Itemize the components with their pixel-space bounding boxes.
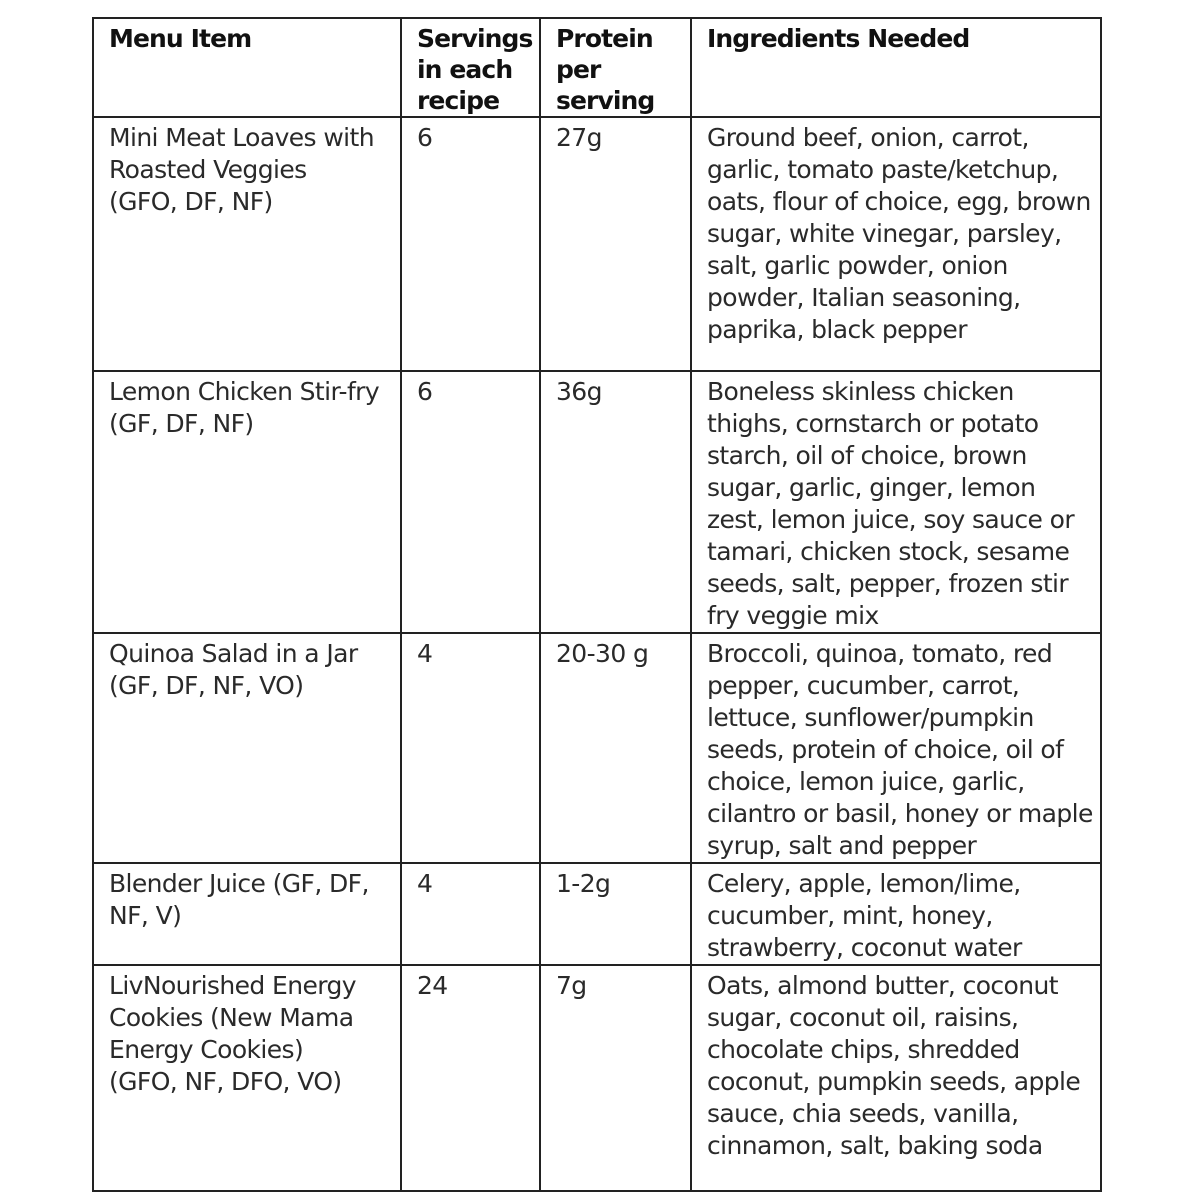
menu-item-cell: Mini Meat Loaves with Roasted Veggies (GFO, DF, NF): [93, 117, 401, 371]
table-row: [93, 371, 1101, 633]
table-row: [93, 965, 1101, 1191]
menu-item-cell: Lemon Chicken Stir-fry (GF, DF, NF): [93, 371, 401, 633]
menu-table: [92, 17, 1102, 1192]
protein-cell: 7g: [540, 965, 691, 1191]
protein-cell: 36g: [540, 371, 691, 633]
protein-cell: 1-2g: [540, 863, 691, 965]
protein-cell: 20-30 g: [540, 633, 691, 863]
table-row: [93, 117, 1101, 371]
header-servings: Servings in each recipe: [401, 18, 540, 117]
table-row: [93, 863, 1101, 965]
servings-cell: 24: [401, 965, 540, 1191]
protein-cell: 27g: [540, 117, 691, 371]
header-protein: Protein per serving: [540, 18, 691, 117]
ingredients-cell: Celery, apple, lemon/lime, cucumber, mint, honey, strawberry, coconut water: [691, 863, 1101, 965]
menu-item-cell: LivNourished Energy Cookies (New Mama Energy Cookies) (GFO, NF, DFO, VO): [93, 965, 401, 1191]
table-header: [93, 18, 1101, 117]
servings-cell: 4: [401, 863, 540, 965]
ingredients-cell: Ground beef, onion, carrot, garlic, tomato paste/ketchup, oats, flour of choice, egg, brown sugar, white vinegar, parsley, salt, garlic powder, onion powder, Italian seasoning, paprika, black pepper: [691, 117, 1101, 371]
menu-item-cell: Quinoa Salad in a Jar (GF, DF, NF, VO): [93, 633, 401, 863]
table-body: [93, 117, 1101, 1191]
ingredients-cell: Broccoli, quinoa, tomato, red pepper, cucumber, carrot, lettuce, sunflower/pumpkin seeds, protein of choice, oil of choice, lemon juice, garlic, cilantro or basil, honey or maple syrup, salt and pepper: [691, 633, 1101, 863]
servings-cell: 4: [401, 633, 540, 863]
header-menu-item: Menu Item: [93, 18, 401, 117]
header-ingredients: Ingredients Needed: [691, 18, 1101, 117]
ingredients-cell: Oats, almond butter, coconut sugar, coconut oil, raisins, chocolate chips, shredded coconut, pumpkin seeds, apple sauce, chia seeds, vanilla, cinnamon, salt, baking soda: [691, 965, 1101, 1191]
servings-cell: 6: [401, 117, 540, 371]
menu-item-cell: Blender Juice (GF, DF, NF, V): [93, 863, 401, 965]
table-row: [93, 633, 1101, 863]
ingredients-cell: Boneless skinless chicken thighs, cornstarch or potato starch, oil of choice, brown sugar, garlic, ginger, lemon zest, lemon juice, soy sauce or tamari, chicken stock, sesame seeds, salt, pepper, frozen stir fry veggie mix: [691, 371, 1101, 633]
servings-cell: 6: [401, 371, 540, 633]
header-row: [93, 18, 1101, 117]
